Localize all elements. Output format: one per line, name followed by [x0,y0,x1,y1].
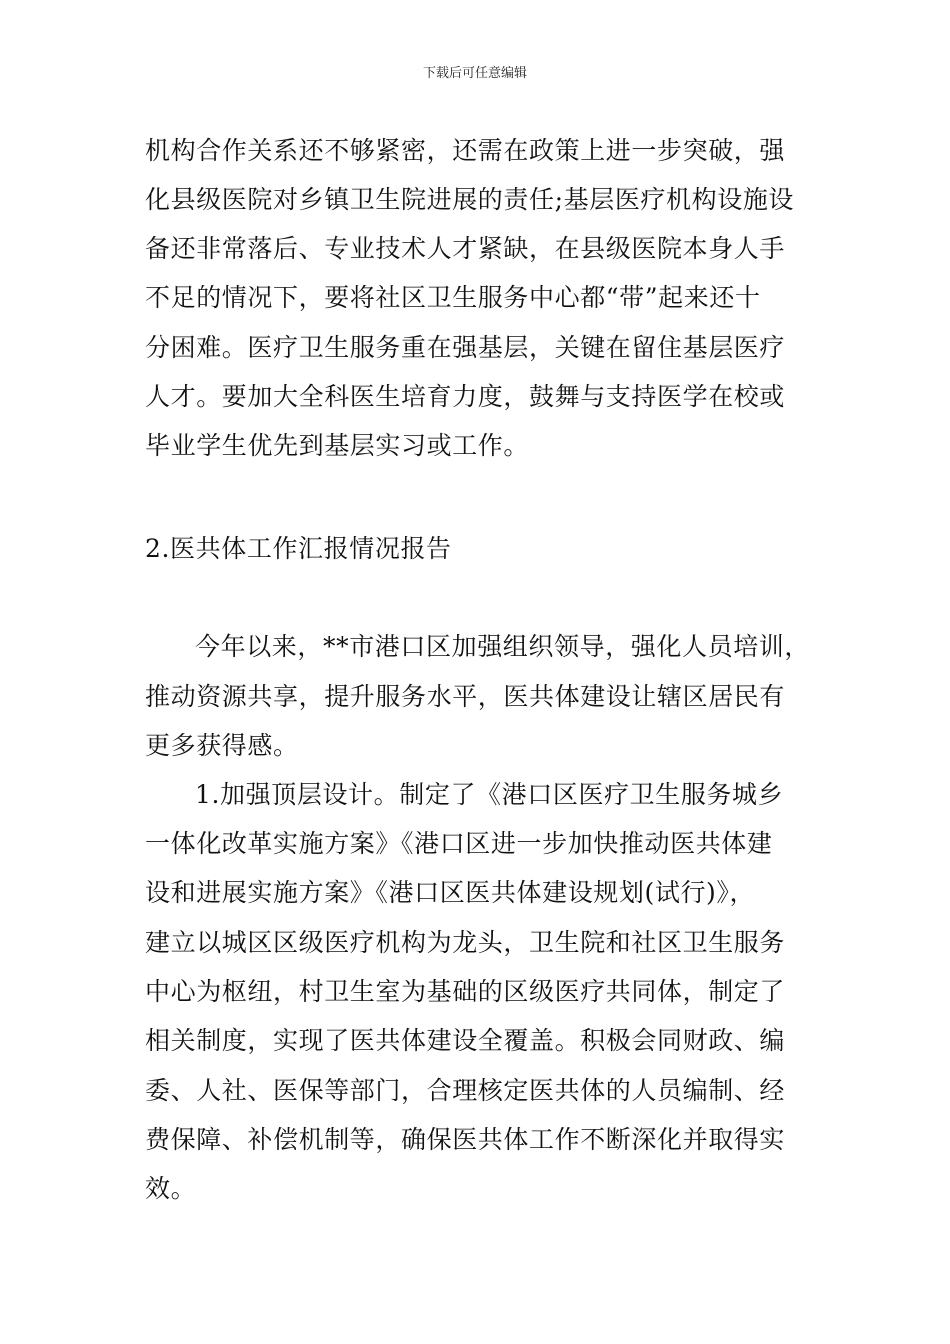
text-line: 委、人社、医保等部门，合理核定医共体的人员编制、经 [145,1076,786,1105]
section-heading: 2.医共体工作汇报情况报告 [145,534,452,563]
text-line: 机构合作关系还不够紧密，还需在政策上进一步突破，强 [145,136,786,165]
text-line: 效。 [145,1174,197,1203]
text-line: 1.加强顶层设计。制定了《港口区医疗卫生服务城乡 [195,780,784,809]
text-line: 建立以城区区级医疗机构为龙头，卫生院和社区卫生服务 [145,928,786,957]
text-line: 今年以来，**市港口区加强组织领导，强化人员培训， [195,632,811,661]
text-line: 毕业学生优先到基层实习或工作。 [145,431,530,460]
text-line: 相关制度，实现了医共体建设全覆盖。积极会同财政、编 [145,1026,786,1055]
text-line: 费保障、补偿机制等，确保医共体工作不断深化并取得实 [145,1125,786,1154]
text-line: 人才。要加大全科医生培育力度，鼓舞与支持医学在校或 [145,382,786,411]
text-line: 中心为枢纽，村卫生室为基础的区级医疗共同体，制定了 [145,977,786,1006]
page-header: 下载后可任意编辑 [422,66,527,81]
text-line: 推动资源共享，提升服务水平，医共体建设让辖区居民有 [145,682,786,711]
text-line: 分困难。医疗卫生服务重在强基层，关键在留住基层医疗 [145,333,786,362]
text-line: 备还非常落后、专业技术人才紧缺，在县级医院本身人手 [145,234,786,263]
text-line: 设和进展实施方案》《港口区医共体建设规划(试行)》， [145,878,756,907]
text-line: 更多获得感。 [145,731,299,760]
text-line: 化县级医院对乡镇卫生院进展的责任;基层医疗机构设施设 [145,185,795,214]
text-line: 不足的情况下，要将社区卫生服务中心都“带”起来还十 [145,283,761,312]
text-line: 一体化改革实施方案》《港口区进一步加快推动医共体建 [145,829,773,858]
